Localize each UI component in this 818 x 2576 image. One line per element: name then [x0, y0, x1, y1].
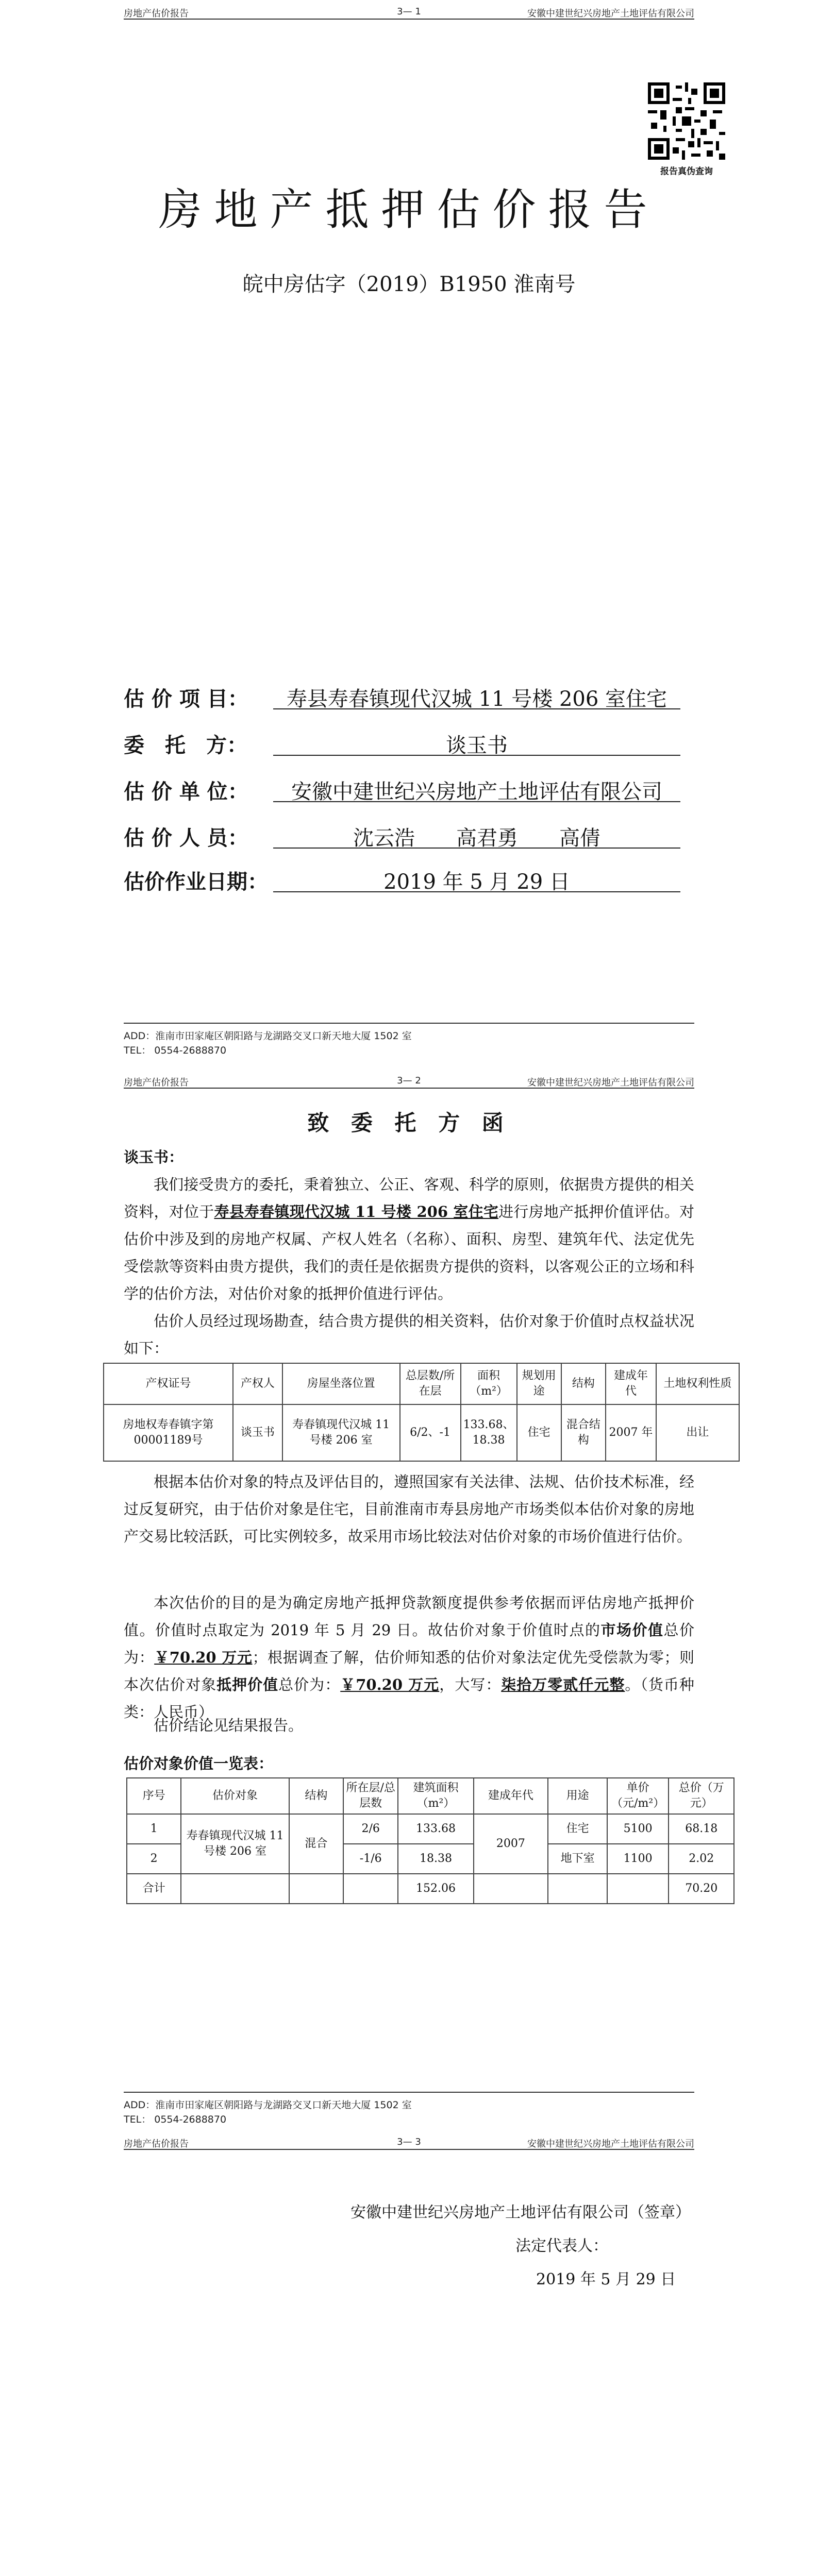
table-cell: -1/6 [343, 1844, 398, 1874]
table-header: 结构 [289, 1778, 343, 1814]
qr-caption: 报告真伪查询 [660, 166, 713, 177]
table-cell [289, 1874, 343, 1904]
table-cell: 2 [127, 1844, 181, 1874]
table-header: 房屋坐落位置 [282, 1363, 400, 1404]
info-value: 安徽中建世纪兴房地产土地评估有限公司 [273, 775, 680, 802]
table-cell: 6/2、-1 [400, 1404, 461, 1461]
page-header [124, 2130, 694, 2151]
page-footer [124, 2092, 694, 2127]
text-span: 抵押价值 [216, 1676, 279, 1693]
info-value: 谈玉书 [273, 729, 680, 756]
table-cell: 房地权寿春镇字第00001189号 [104, 1404, 233, 1461]
table-cell: 152.06 [398, 1874, 473, 1904]
header-right: 安徽中建世纪兴房地产土地评估有限公司 [527, 8, 694, 19]
footer-address: ADD：淮南市田家庵区朝阳路与龙湖路交叉口新天地大厦 1502 室 [124, 1030, 412, 1042]
table-header: 建筑面积（m²） [398, 1778, 473, 1814]
text-span: 进行房地产抵押价值评估。对估价中涉及到的房地产权属、产权人姓名（名称）、面积、房型、建筑年代、法定优先受偿款等资料由贵方提供，我们的责任是依据贵方提供的资料，以客观公正的立场和科学的估价方法，对估价对象的抵押价值进行评估。 [124, 1203, 694, 1302]
value-table-title: 估价对象价值一览表： [124, 1755, 274, 1772]
table-cell: 混合 [289, 1814, 343, 1874]
paragraph-3: 根据本估价对象的特点及评估目的，遵照国家有关法律、法规、估价技术标准，经过反复研究，由于估价对象是住宅，目前淮南市寿县房地产市场类似本估价对象的房地产交易比较活跃，可比实例较多，故采用市场比较法对估价对象的市场价值进行估价。 [124, 1473, 694, 1545]
table-cell [343, 1874, 398, 1904]
page-footer [124, 1023, 694, 1058]
property-address: 寿县寿春镇现代汉城 11 号楼 206 室住宅 [214, 1203, 499, 1221]
text-span: 。（货币种类：人民币） [124, 1676, 694, 1721]
table-header: 结构 [561, 1363, 606, 1404]
table-cell: 2007 [474, 1814, 548, 1874]
table-cell [548, 1874, 607, 1904]
table-cell: 合计 [127, 1874, 181, 1904]
table-cell: 谈玉书 [233, 1404, 282, 1461]
table-cell: 2.02 [669, 1844, 734, 1874]
header-rule [124, 2149, 694, 2150]
text-span: ，大写： [439, 1676, 502, 1693]
table-cell: 2/6 [343, 1814, 398, 1844]
table-cell: 68.18 [669, 1814, 734, 1844]
signature-representative: 法定代表人： [515, 2237, 608, 2255]
page-2 [0, 1069, 818, 2125]
document-number: 皖中房估字（2019）B1950 淮南号 [242, 273, 576, 296]
table-cell: 2007 年 [606, 1404, 656, 1461]
footer-rule [124, 1023, 694, 1024]
table-row [104, 1404, 739, 1461]
table-header: 建成年代 [606, 1363, 656, 1404]
page-1 [0, 0, 818, 1061]
table-row [127, 1874, 734, 1904]
header-rule [124, 1088, 694, 1089]
table-cell: 住宅 [548, 1814, 607, 1844]
text-span: 市场价值 [600, 1621, 664, 1639]
header-right: 安徽中建世纪兴房地产土地评估有限公司 [527, 2139, 694, 2149]
header-left: 房地产估价报告 [124, 8, 189, 19]
header-page-number: 3— 3 [397, 2137, 421, 2147]
value-in-words: 柒拾万零贰仟元整 [501, 1676, 625, 1693]
table-cell: 1100 [607, 1844, 669, 1874]
table-header: 土地权利性质 [656, 1363, 739, 1404]
table-cell: 5100 [607, 1814, 669, 1844]
header-page-number: 3— 1 [397, 6, 421, 17]
table-header: 所在层/总层数 [343, 1778, 398, 1814]
footer-tel: TEL： 0554-2688870 [124, 1045, 227, 1056]
table-cell: 70.20 [669, 1874, 734, 1904]
paragraph-5: 估价结论见结果报告。 [154, 1717, 304, 1734]
table-header: 产权证号 [104, 1363, 233, 1404]
table-header: 产权人 [233, 1363, 282, 1404]
table-row [127, 1814, 734, 1844]
signature-company: 安徽中建世纪兴房地产土地评估有限公司（签章） [350, 2204, 691, 2222]
table-cell [181, 1874, 289, 1904]
table-cell: 133.68、18.38 [461, 1404, 517, 1461]
header-left: 房地产估价报告 [124, 1077, 189, 1088]
info-label: 估价作业日期： [124, 870, 268, 894]
header-right: 安徽中建世纪兴房地产土地评估有限公司 [527, 1077, 694, 1088]
table-header: 用途 [548, 1778, 607, 1814]
mortgage-value: ￥70.20 万元 [340, 1676, 440, 1693]
letter-title: 致 委 托 方 函 [307, 1110, 511, 1136]
table-header: 面积（m²） [461, 1363, 517, 1404]
table-header: 总层数/所在层 [400, 1363, 461, 1404]
table-cell: 地下室 [548, 1844, 607, 1874]
qr-code-icon[interactable] [648, 82, 725, 160]
table-cell: 1 [127, 1814, 181, 1844]
header-rule [124, 19, 694, 20]
salutation: 谈玉书： [124, 1148, 184, 1166]
page-header [124, 1069, 694, 1090]
info-value: 2019 年 5 月 29 日 [273, 866, 680, 892]
table-cell: 133.68 [398, 1814, 473, 1844]
table-cell: 寿春镇现代汉城 11 号楼 206 室 [181, 1814, 289, 1874]
info-label: 估 价 单 位： [124, 779, 248, 804]
info-label: 估 价 项 目： [124, 687, 248, 711]
table-header: 规划用途 [517, 1363, 561, 1404]
value-table [126, 1777, 734, 1904]
page-3 [0, 2130, 818, 2576]
page-header [124, 0, 694, 21]
paragraph-2: 估价人员经过现场勘查，结合贵方提供的相关资料，估价对象于价值时点权益状况如下： [124, 1312, 694, 1357]
info-value: 寿县寿春镇现代汉城 11 号楼 206 室住宅 [273, 683, 680, 709]
table-cell [607, 1874, 669, 1904]
paragraph-4 [124, 1589, 694, 1726]
paragraph-1 [124, 1171, 694, 1308]
footer-rule [124, 2092, 694, 2093]
table-cell: 18.38 [398, 1844, 473, 1874]
table-header: 总价（万元） [669, 1778, 734, 1814]
text-span: 总价为： [278, 1676, 341, 1693]
table-header: 单价（元/m²） [607, 1778, 669, 1814]
info-label: 估 价 人 员： [124, 826, 248, 850]
signature-date: 2019 年 5 月 29 日 [536, 2270, 676, 2289]
market-value: ￥70.20 万元 [154, 1649, 253, 1666]
table-header: 估价对象 [181, 1778, 289, 1814]
header-page-number: 3— 2 [397, 1075, 421, 1086]
table-header: 序号 [127, 1778, 181, 1814]
table-cell [474, 1874, 548, 1904]
footer-tel: TEL： 0554-2688870 [124, 2114, 227, 2125]
table-header: 建成年代 [474, 1778, 548, 1814]
info-value: 沈云浩 高君勇 高倩 [273, 822, 680, 849]
footer-address: ADD：淮南市田家庵区朝阳路与龙湖路交叉口新天地大厦 1502 室 [124, 2099, 412, 2111]
text-span: 本次估价的目的是为确定房地产抵押贷款额度提供参考依据而评估房地产抵押价值。价值时点取定为 2019 年 5 月 29 日。故估价对象于价值时点的 [124, 1594, 694, 1639]
table-cell: 住宅 [517, 1404, 561, 1461]
table-cell: 寿春镇现代汉城 11 号楼 206 室 [282, 1404, 400, 1461]
report-title: 房地产抵押估价报告 [158, 184, 660, 235]
text-span: 总价为： [124, 1621, 694, 1666]
text-span: 我们接受贵方的委托，秉着独立、公正、客观、科学的原则，依据贵方提供的相关资料，对位于 [124, 1176, 694, 1221]
table-cell: 出让 [656, 1404, 739, 1461]
info-label: 委 托 方： [124, 733, 247, 757]
table-cell: 混合结构 [561, 1404, 606, 1461]
rights-table [103, 1363, 740, 1462]
text-span: ；根据调查了解，估价师知悉的估价对象法定优先受偿款为零；则本次估价对象 [124, 1649, 694, 1693]
header-left: 房地产估价报告 [124, 2139, 189, 2149]
